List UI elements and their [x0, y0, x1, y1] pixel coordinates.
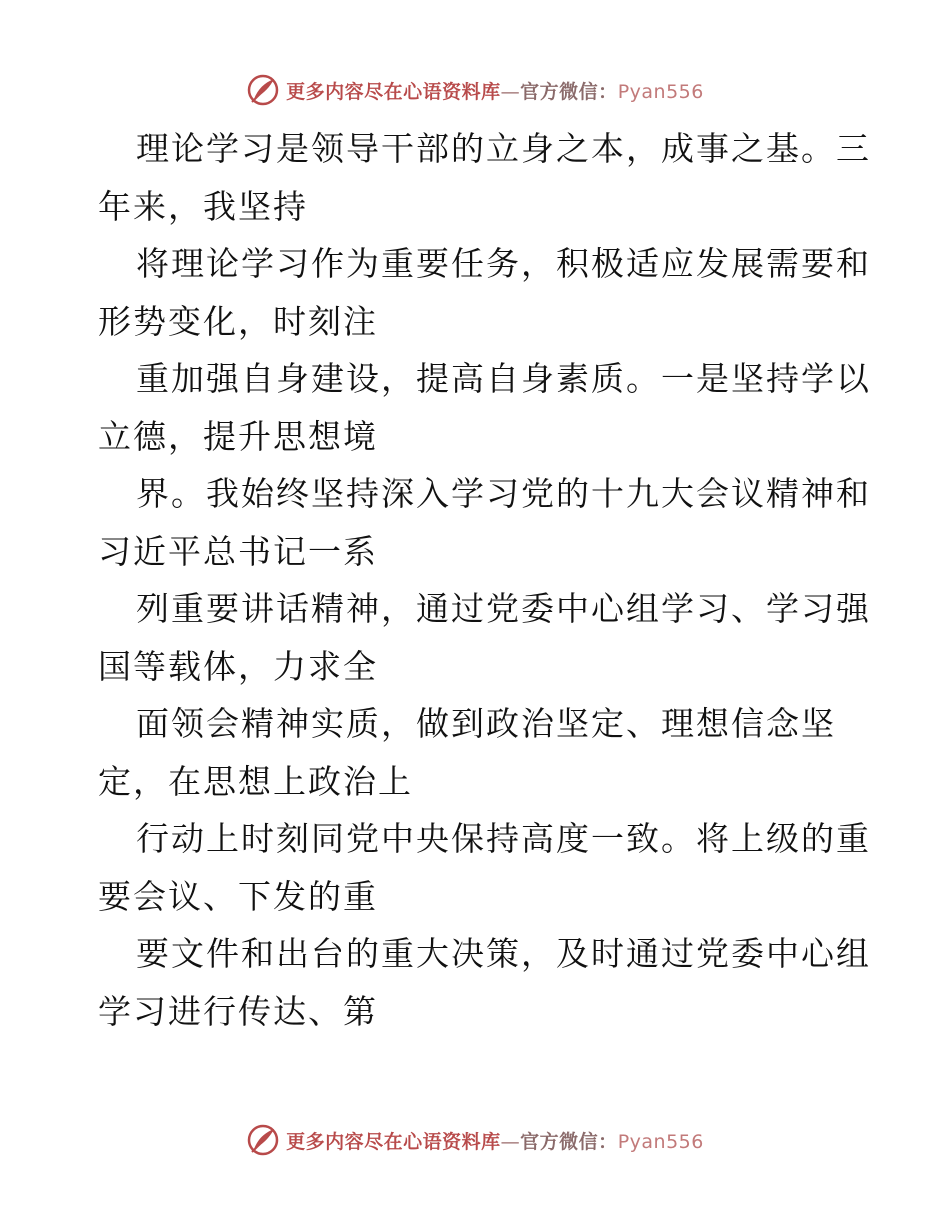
paragraph-line: 习近平总书记一系: [98, 531, 378, 571]
footer-wechat-label: 官方微信：: [520, 1130, 618, 1153]
paragraph-line: 国等载体，力求全: [98, 646, 378, 686]
paragraph: [98, 465, 871, 580]
footer-wechat-id: Pyan556: [617, 1130, 704, 1153]
document-body: [98, 120, 871, 1040]
paragraph-line: 理论学习是领导干部的立身之本，成事之基。三: [136, 129, 871, 168]
paragraph-line: 学习进行传达、第: [98, 991, 378, 1031]
paragraph-line: 立德，提升思想境: [98, 416, 378, 456]
feather-pen-icon: [246, 73, 280, 107]
footer-separator: —: [500, 1130, 521, 1153]
paragraph: [98, 925, 871, 1040]
header-text: [286, 77, 704, 104]
footer-banner: [0, 1120, 950, 1160]
paragraph-line: 列重要讲话精神，通过党委中心组学习、学习强: [136, 589, 871, 628]
header-brand: 更多内容尽在心语资料库: [286, 80, 501, 103]
paragraph-line: 要会议、下发的重: [98, 876, 378, 916]
paragraph-line: 面领会精神实质，做到政治坚定、理想信念坚: [136, 704, 836, 743]
header-banner: [0, 70, 950, 110]
paragraph: [98, 120, 871, 235]
paragraph-line: 年来，我坚持: [98, 186, 308, 226]
paragraph-line: 重加强自身建设，提高自身素质。一是坚持学以: [136, 359, 871, 398]
paragraph: [98, 695, 858, 810]
paragraph-line: 将理论学习作为重要任务，积极适应发展需要和: [136, 244, 871, 283]
paragraph: [98, 350, 871, 465]
paragraph-line: 形势变化，时刻注: [98, 301, 378, 341]
footer-text: [286, 1127, 704, 1154]
feather-pen-icon: [246, 1123, 280, 1157]
paragraph: [98, 810, 871, 925]
paragraph-line: 界。我始终坚持深入学习党的十九大会议精神和: [136, 474, 871, 513]
paragraph-line: 要文件和出台的重大决策，及时通过党委中心组: [136, 934, 871, 973]
header-wechat-id: Pyan556: [617, 80, 704, 103]
paragraph: [98, 235, 871, 350]
header-wechat-label: 官方微信：: [520, 80, 618, 103]
paragraph-line: 行动上时刻同党中央保持高度一致。将上级的重: [136, 819, 871, 858]
paragraph-line: 定，在思想上政治上: [98, 761, 413, 801]
header-separator: —: [500, 80, 521, 103]
paragraph: [98, 580, 871, 695]
footer-brand: 更多内容尽在心语资料库: [286, 1130, 501, 1153]
